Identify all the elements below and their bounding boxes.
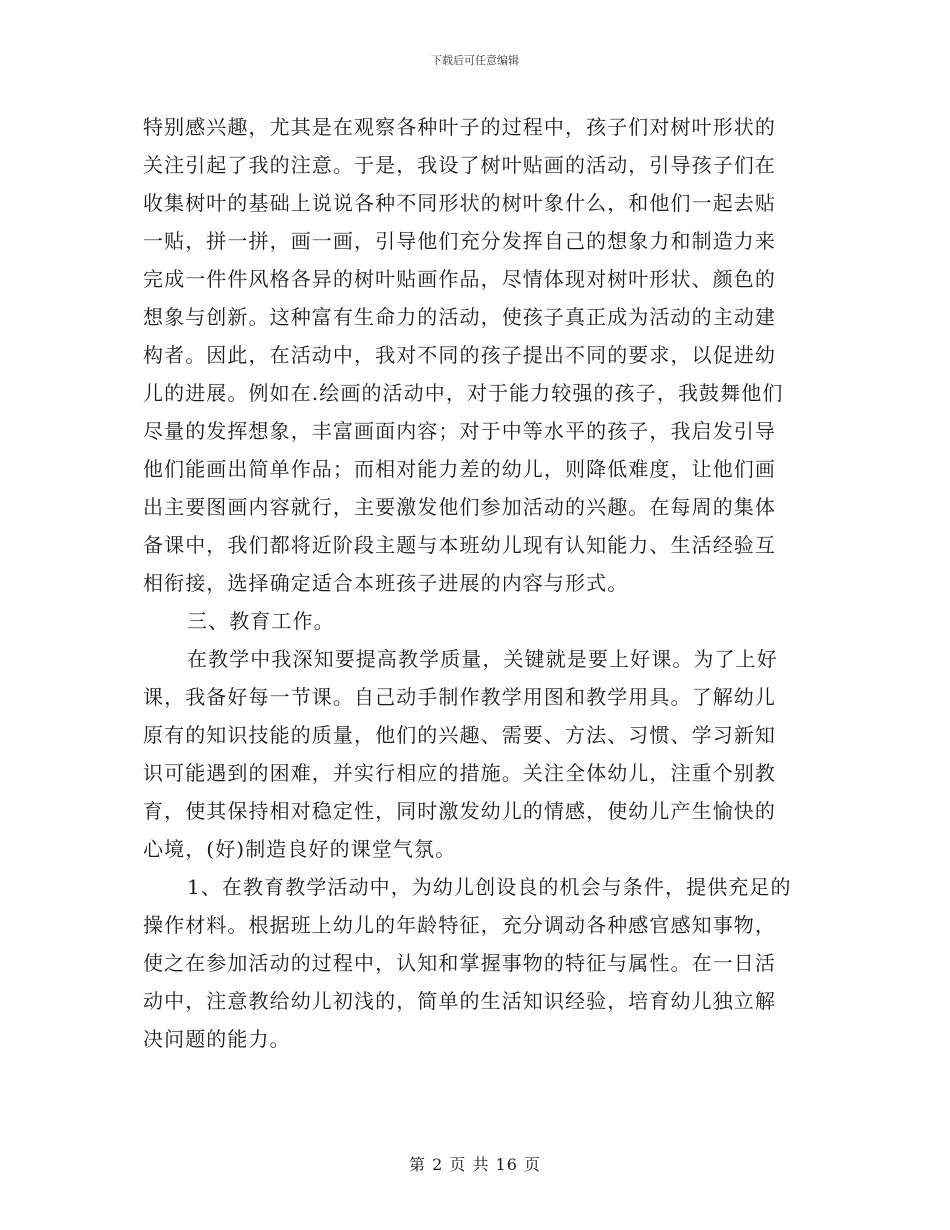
document-body (143, 108, 813, 1058)
text-line: 完成一件件风格各异的树叶贴画作品，尽情体现对树叶形状、颜色的 (143, 267, 776, 291)
text-line: 心境，(好)制造良好的课堂气氛。 (143, 837, 457, 861)
text-line: 课，我备好每一节课。自己动手制作教学用图和教学用具。了解幼儿 (143, 685, 776, 709)
section-heading: 三、教育工作。 (187, 609, 335, 633)
text-line: 1、在教育教学活动中，为幼儿创设良的机会与条件，提供充足的 (187, 875, 792, 899)
text-line: 操作材料。根据班上幼儿的年龄特征，充分调动各种感官感知事物， (143, 913, 776, 937)
text-line: 动中，注意教给幼儿初浅的，简单的生活知识经验，培育幼儿独立解 (143, 989, 776, 1013)
text-line: 备课中，我们都将近阶段主题与本班幼儿现有认知能力、生活经验互 (143, 533, 776, 557)
text-line: 收集树叶的基础上说说各种不同形状的树叶象什么，和他们一起去贴 (143, 191, 776, 215)
text-line: 出主要图画内容就行，主要激发他们参加活动的兴趣。在每周的集体 (143, 495, 776, 519)
text-line: 使之在参加活动的过程中，认知和掌握事物的特征与属性。在一日活 (143, 951, 776, 975)
text-line: 决问题的能力。 (143, 1027, 291, 1051)
text-line: 育，使其保持相对稳定性，同时激发幼儿的情感，使幼儿产生愉快的 (143, 799, 776, 823)
text-line: 构者。因此，在活动中，我对不同的孩子提出不同的要求，以促进幼 (143, 343, 776, 367)
page-header-note: 下载后可任意编辑 (431, 54, 519, 67)
text-line: 识可能遇到的困难，并实行相应的措施。关注全体幼儿，注重个别教 (143, 761, 776, 785)
text-line: 他们能画出简单作品；而相对能力差的幼儿，则降低难度，让他们画 (143, 457, 776, 481)
text-line: 尽量的发挥想象，丰富画面内容；对于中等水平的孩子，我启发引导 (143, 419, 776, 443)
text-line: 儿的进展。例如在.绘画的活动中，对于能力较强的孩子，我鼓舞他们 (143, 381, 784, 405)
text-line: 在教学中我深知要提高教学质量，关键就是要上好课。为了上好 (187, 647, 778, 671)
text-line: 想象与创新。这种富有生命力的活动，使孩子真正成为活动的主动建 (143, 305, 776, 329)
text-line: 关注引起了我的注意。于是，我设了树叶贴画的活动，引导孩子们在 (143, 153, 776, 177)
text-line: 相衔接，选择确定适合本班孩子进展的内容与形式。 (143, 571, 629, 595)
text-line: 一贴，拼一拼，画一画，引导他们充分发挥自己的想象力和制造力来 (143, 229, 776, 253)
page-number: 第 2 页 共 16 页 (409, 1155, 541, 1174)
text-line: 特别感兴趣，尤其是在观察各种叶子的过程中，孩子们对树叶形状的 (143, 115, 776, 139)
text-line: 原有的知识技能的质量，他们的兴趣、需要、方法、习惯、学习新知 (143, 723, 776, 747)
